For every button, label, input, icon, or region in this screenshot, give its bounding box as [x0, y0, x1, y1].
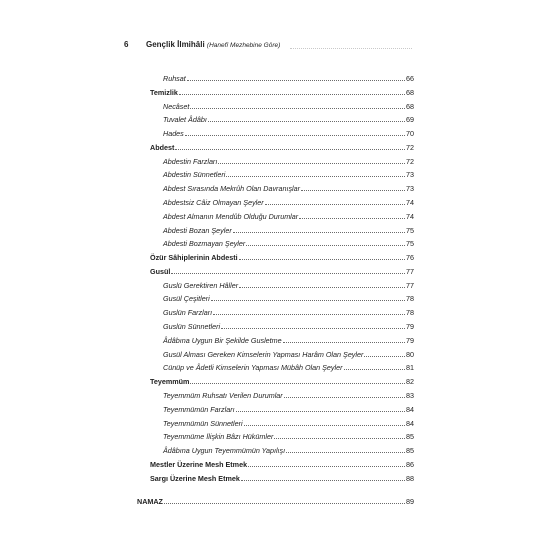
toc-entry-title: Hades — [163, 129, 184, 139]
toc-subsection-entry — [163, 346, 414, 359]
toc-entry-title: Teyemmümün Farzları — [163, 404, 235, 414]
toc-entry-title: Sargı Üzerine Mesh Etmek — [150, 473, 240, 483]
dot-leader — [226, 176, 405, 177]
toc-entry-title: NAMAZ — [137, 497, 163, 507]
dot-leader — [185, 135, 405, 136]
dot-leader — [190, 108, 405, 109]
dot-leader — [274, 438, 405, 439]
dot-leader — [286, 452, 405, 453]
toc-entry-title: Âdâbına Uygun Teyemmümün Yapılışı — [163, 446, 286, 456]
toc-subsection-entry — [163, 194, 414, 207]
toc-entry-page: 82 — [406, 377, 414, 387]
toc-entry-page: 73 — [406, 184, 414, 194]
dot-leader — [241, 480, 405, 481]
dot-leader — [221, 328, 405, 329]
toc-subsection-entry — [163, 180, 414, 193]
toc-entry-page: 75 — [406, 239, 414, 249]
toc-entry-title: Abdest — [150, 142, 175, 152]
toc-entry-title: Özür Sâhiplerinin Abdesti — [150, 253, 238, 263]
running-title — [146, 40, 280, 49]
book-subtitle: (Hanefî Mezhebine Göre) — [206, 42, 281, 49]
toc-entry-page: 78 — [406, 308, 414, 318]
toc-subsection-entry — [163, 359, 414, 372]
toc-entry-title: Teyemmümün Sünnetleri — [163, 418, 243, 428]
toc-entry-page: 69 — [406, 115, 414, 125]
toc-entry-title: Necâset — [163, 101, 190, 111]
toc-entry-page: 72 — [406, 156, 414, 166]
dot-leader — [364, 356, 405, 357]
toc-subsection-entry — [163, 442, 414, 455]
dot-leader — [175, 149, 405, 150]
toc-subsection-entry — [163, 125, 414, 138]
toc-entry-title: Abdestin Farzları — [163, 156, 218, 166]
toc-entry-page: 78 — [406, 294, 414, 304]
toc-entry-title: Abdest Almanın Mendûb Olduğu Durumlar — [163, 211, 299, 221]
toc-section-entry — [150, 470, 414, 483]
dot-leader — [187, 80, 405, 81]
dot-leader — [299, 218, 405, 219]
toc-entry-page: 77 — [406, 266, 414, 276]
toc-entry-page: 68 — [406, 101, 414, 111]
toc-subsection-entry — [163, 277, 414, 290]
dot-leader — [236, 411, 405, 412]
toc-subsection-entry — [163, 304, 414, 317]
toc-subsection-entry — [163, 415, 414, 428]
dot-leader — [171, 273, 405, 274]
dot-leader — [283, 342, 405, 343]
toc-entry-page: 75 — [406, 225, 414, 235]
toc-entry-title: Guslü Gerektiren Hâller — [163, 280, 239, 290]
dot-leader — [344, 369, 405, 370]
toc-entry-title: Temizlik — [150, 87, 178, 97]
toc-entry-page: 70 — [406, 129, 414, 139]
toc-entry-page: 72 — [406, 142, 414, 152]
toc-entry-title: Abdestsiz Câiz Olmayan Şeyler — [163, 198, 264, 208]
toc-entry-page: 88 — [406, 473, 414, 483]
toc-subsection-entry — [163, 222, 414, 235]
toc-entry-title: Gusül — [150, 266, 171, 276]
dot-leader — [190, 383, 405, 384]
toc-subsection-entry — [163, 290, 414, 303]
book-title: Gençlik İlmihâli — [146, 40, 205, 49]
toc-entry-title: Teyemmüm — [150, 377, 190, 387]
toc-entry-title: Abdesti Bozan Şeyler — [163, 225, 232, 235]
toc-entry-title: Mestler Üzerine Mesh Etmek — [150, 459, 248, 469]
toc-subsection-entry — [163, 208, 414, 221]
page-header — [0, 40, 550, 54]
toc-entry-page: 68 — [406, 87, 414, 97]
dot-leader — [164, 503, 405, 504]
toc-entry-page: 89 — [406, 497, 414, 507]
toc-entry-page: 85 — [406, 446, 414, 456]
toc-entry-page: 76 — [406, 253, 414, 263]
toc-entry-page: 73 — [406, 170, 414, 180]
toc-entry-page: 79 — [406, 335, 414, 345]
toc-entry-page: 86 — [406, 459, 414, 469]
toc-section-entry — [150, 139, 414, 152]
toc-section-entry — [150, 263, 414, 276]
toc-subsection-entry — [163, 387, 414, 400]
toc-entry-page: 80 — [406, 349, 414, 359]
toc-subsection-entry — [163, 98, 414, 111]
dot-leader — [284, 397, 405, 398]
toc-entry-page: 77 — [406, 280, 414, 290]
toc-entry-title: Ruhsat — [163, 74, 186, 83]
dot-leader — [248, 466, 405, 467]
toc-entry-page: 85 — [406, 432, 414, 442]
dot-leader — [239, 287, 405, 288]
toc-subsection-entry — [163, 111, 414, 124]
toc-entry-page: 66 — [406, 74, 414, 83]
toc-entry-title: Guslün Farzları — [163, 308, 213, 318]
toc-entry-title: Gusül Çeşitleri — [163, 294, 210, 304]
toc-entry-title: Âdâbına Uygun Bir Şekilde Gusletme — [163, 335, 282, 345]
dot-leader — [246, 245, 405, 246]
dot-leader — [179, 94, 405, 95]
toc-subsection-entry — [163, 401, 414, 414]
toc-entry-page: 81 — [406, 363, 414, 373]
dot-leader — [233, 232, 405, 233]
toc-entry-title: Abdestin Sünnetleri — [163, 170, 226, 180]
toc-entry-title: Abdesti Bozmayan Şeyler — [163, 239, 246, 249]
toc-entry-page: 79 — [406, 322, 414, 332]
page-number: 6 — [124, 40, 129, 49]
toc-entry-title: Teyemmüm Ruhsatı Verilen Durumlar — [163, 390, 283, 400]
toc-subsection-entry — [163, 153, 414, 166]
toc-subsection-entry — [163, 332, 414, 345]
toc-entry-page: 74 — [406, 211, 414, 221]
toc-entry-page: 74 — [406, 198, 414, 208]
toc-section-entry — [150, 373, 414, 386]
dot-leader — [301, 190, 405, 191]
toc-entry-title: Tuvalet Âdâbı — [163, 115, 207, 125]
toc-entry-page: 83 — [406, 390, 414, 400]
header-rule — [290, 48, 412, 49]
toc-entry-title: Gusül Alması Gereken Kimselerin Yapması Harâm Olan Şeyler — [163, 349, 364, 359]
toc-subsection-entry — [163, 318, 414, 331]
toc-section-entry — [150, 456, 414, 469]
toc-subsection-entry — [163, 235, 414, 248]
toc-entry-title: Teyemmüme İlişkin Bâzı Hükümler — [163, 432, 274, 442]
toc-entry-title: Abdest Sırasında Mekrûh Olan Davranışlar — [163, 184, 301, 194]
toc-entry-page: 84 — [406, 418, 414, 428]
dot-leader — [213, 314, 405, 315]
toc-section-entry — [150, 84, 414, 97]
dot-leader — [218, 163, 405, 164]
dot-leader — [265, 204, 405, 205]
dot-leader — [208, 121, 405, 122]
toc-entry-title: Guslün Sünnetleri — [163, 322, 221, 332]
toc-section-entry — [150, 249, 414, 262]
dot-leader — [244, 425, 405, 426]
toc-entry-title: Cünüp ve Âdetli Kimselerin Yapması Mübâh Olan Şeyler — [163, 363, 343, 373]
toc-part-entry — [137, 493, 414, 506]
toc-subsection-entry — [163, 166, 414, 179]
toc-subsection-entry — [163, 428, 414, 441]
toc-subsection-entry — [163, 70, 414, 83]
dot-leader — [239, 259, 405, 260]
toc-entry-page: 84 — [406, 404, 414, 414]
dot-leader — [211, 300, 405, 301]
